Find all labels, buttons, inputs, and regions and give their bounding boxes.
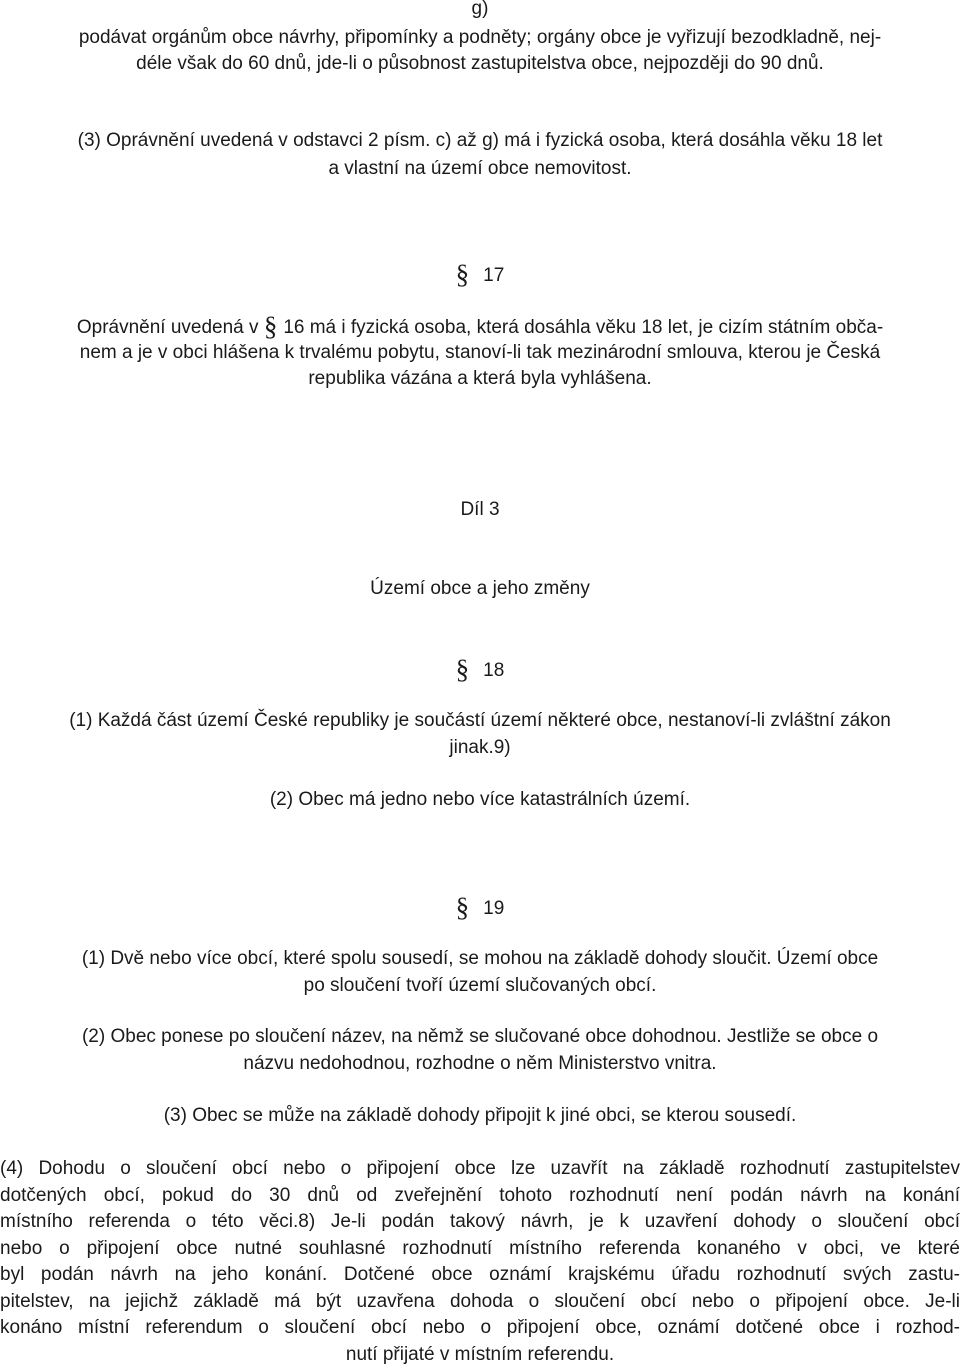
section-19-p4-line-7: konáno místní referendum o sloučení obcí nebo o připojení obce, oznámí dotčené obce i rozhod- xyxy=(0,1317,960,1338)
section-18-p1-line-1: (1) Každá část území České republiky je součástí území některé obce, nestanoví-li zvláštní zákon xyxy=(69,710,891,731)
section-19-p4-line-4: nebo o připojení obce nutné souhlasné rozhodnutí místního referenda konaného v obci, ve které xyxy=(0,1238,960,1259)
section-sign: § xyxy=(455,654,470,684)
section-19-p3: (3) Obec se může na základě dohody připojit k jiné obci, se kterou sousedí. xyxy=(163,1105,797,1126)
section-sign: § xyxy=(263,311,278,341)
section-19-p2-line-2: názvu nedohodnou, rozhodne o něm Ministerstvo vnitra. xyxy=(243,1053,717,1074)
item-g-text-line-1: podávat orgánům obce návrhy, připomínky a podněty; orgány obce je vyřizují bezodkladně, nej- xyxy=(78,27,882,48)
section-sign: § xyxy=(455,259,470,289)
item-g-text-line-2: déle však do 60 dnů, jde-li o působnost zastupitelstva obce, nejpozději do 90 dnů. xyxy=(136,53,824,74)
section-17-text-start: Oprávnění uvedená v xyxy=(76,317,259,338)
section-19-p4-line-8: nutí přijaté v místním referendu. xyxy=(345,1344,615,1365)
section-19-p4-line-1: (4) Dohodu o sloučení obcí nebo o připojení obce lze uzavřít na základě rozhodnutí zastupitelstev xyxy=(0,1158,960,1179)
section-18-heading xyxy=(0,654,960,684)
section-17-heading xyxy=(0,259,960,289)
section-17-line-1 xyxy=(0,311,960,341)
section-19-p2-line-1: (2) Obec ponese po sloučení název, na němž se slučované obce dohodnou. Jestliže se obce o xyxy=(81,1026,879,1047)
section-19-heading xyxy=(0,892,960,922)
section-17-line-2: nem a je v obci hlášena k trvalému pobytu, stanoví-li tak mezinárodní smlouva, kterou je Česká xyxy=(79,342,881,363)
section-19-p4-line-5: byl podán návrh na jeho konání. Dotčené obce oznámí krajskému úřadu rozhodnutí svých zastu- xyxy=(0,1264,960,1285)
section-18-p1-line-2: jinak.9) xyxy=(449,737,511,758)
section-19-p1-line-2: po sloučení tvoří území slučovaných obcí. xyxy=(303,975,657,996)
section-19-p4-line-3: místního referenda o této věci.8) Je-li podán takový návrh, je k uzavření dohody o sloučení obcí xyxy=(0,1211,960,1232)
part-title: Území obce a jeho změny xyxy=(370,578,590,599)
section-19-p4-line-6: pitelstev, na jejichž základě má být uzavřena dohoda o sloučení obcí nebo o připojení obce. Je-li xyxy=(0,1291,960,1312)
paragraph-3-line-1: (3) Oprávnění uvedená v odstavci 2 písm. c) až g) má i fyzická osoba, která dosáhla věku 18 let xyxy=(77,130,883,151)
section-19-p1-line-1: (1) Dvě nebo více obcí, které spolu sousedí, se mohou na základě dohody sloučit. Území obce xyxy=(81,948,879,969)
part-heading: Díl 3 xyxy=(460,499,500,520)
section-19-p4-line-2: dotčených obcí, pokud do 30 dnů od zveřejnění tohoto rozhodnutí není podán návrh na konání xyxy=(0,1185,960,1206)
section-17-number: 17 xyxy=(483,265,505,286)
section-18-number: 18 xyxy=(483,660,505,681)
section-17-text-end: 16 má i fyzická osoba, která dosáhla věku 18 let, je cizím státním obča- xyxy=(283,317,884,338)
section-sign: § xyxy=(455,892,470,922)
item-g-label: g) xyxy=(471,0,489,19)
section-17-line-3: republika vázána a která byla vyhlášena. xyxy=(308,368,652,389)
paragraph-3-line-2: a vlastní na území obce nemovitost. xyxy=(328,158,632,179)
section-18-p2: (2) Obec má jedno nebo více katastrálních území. xyxy=(269,789,691,810)
section-19-number: 19 xyxy=(483,898,505,919)
